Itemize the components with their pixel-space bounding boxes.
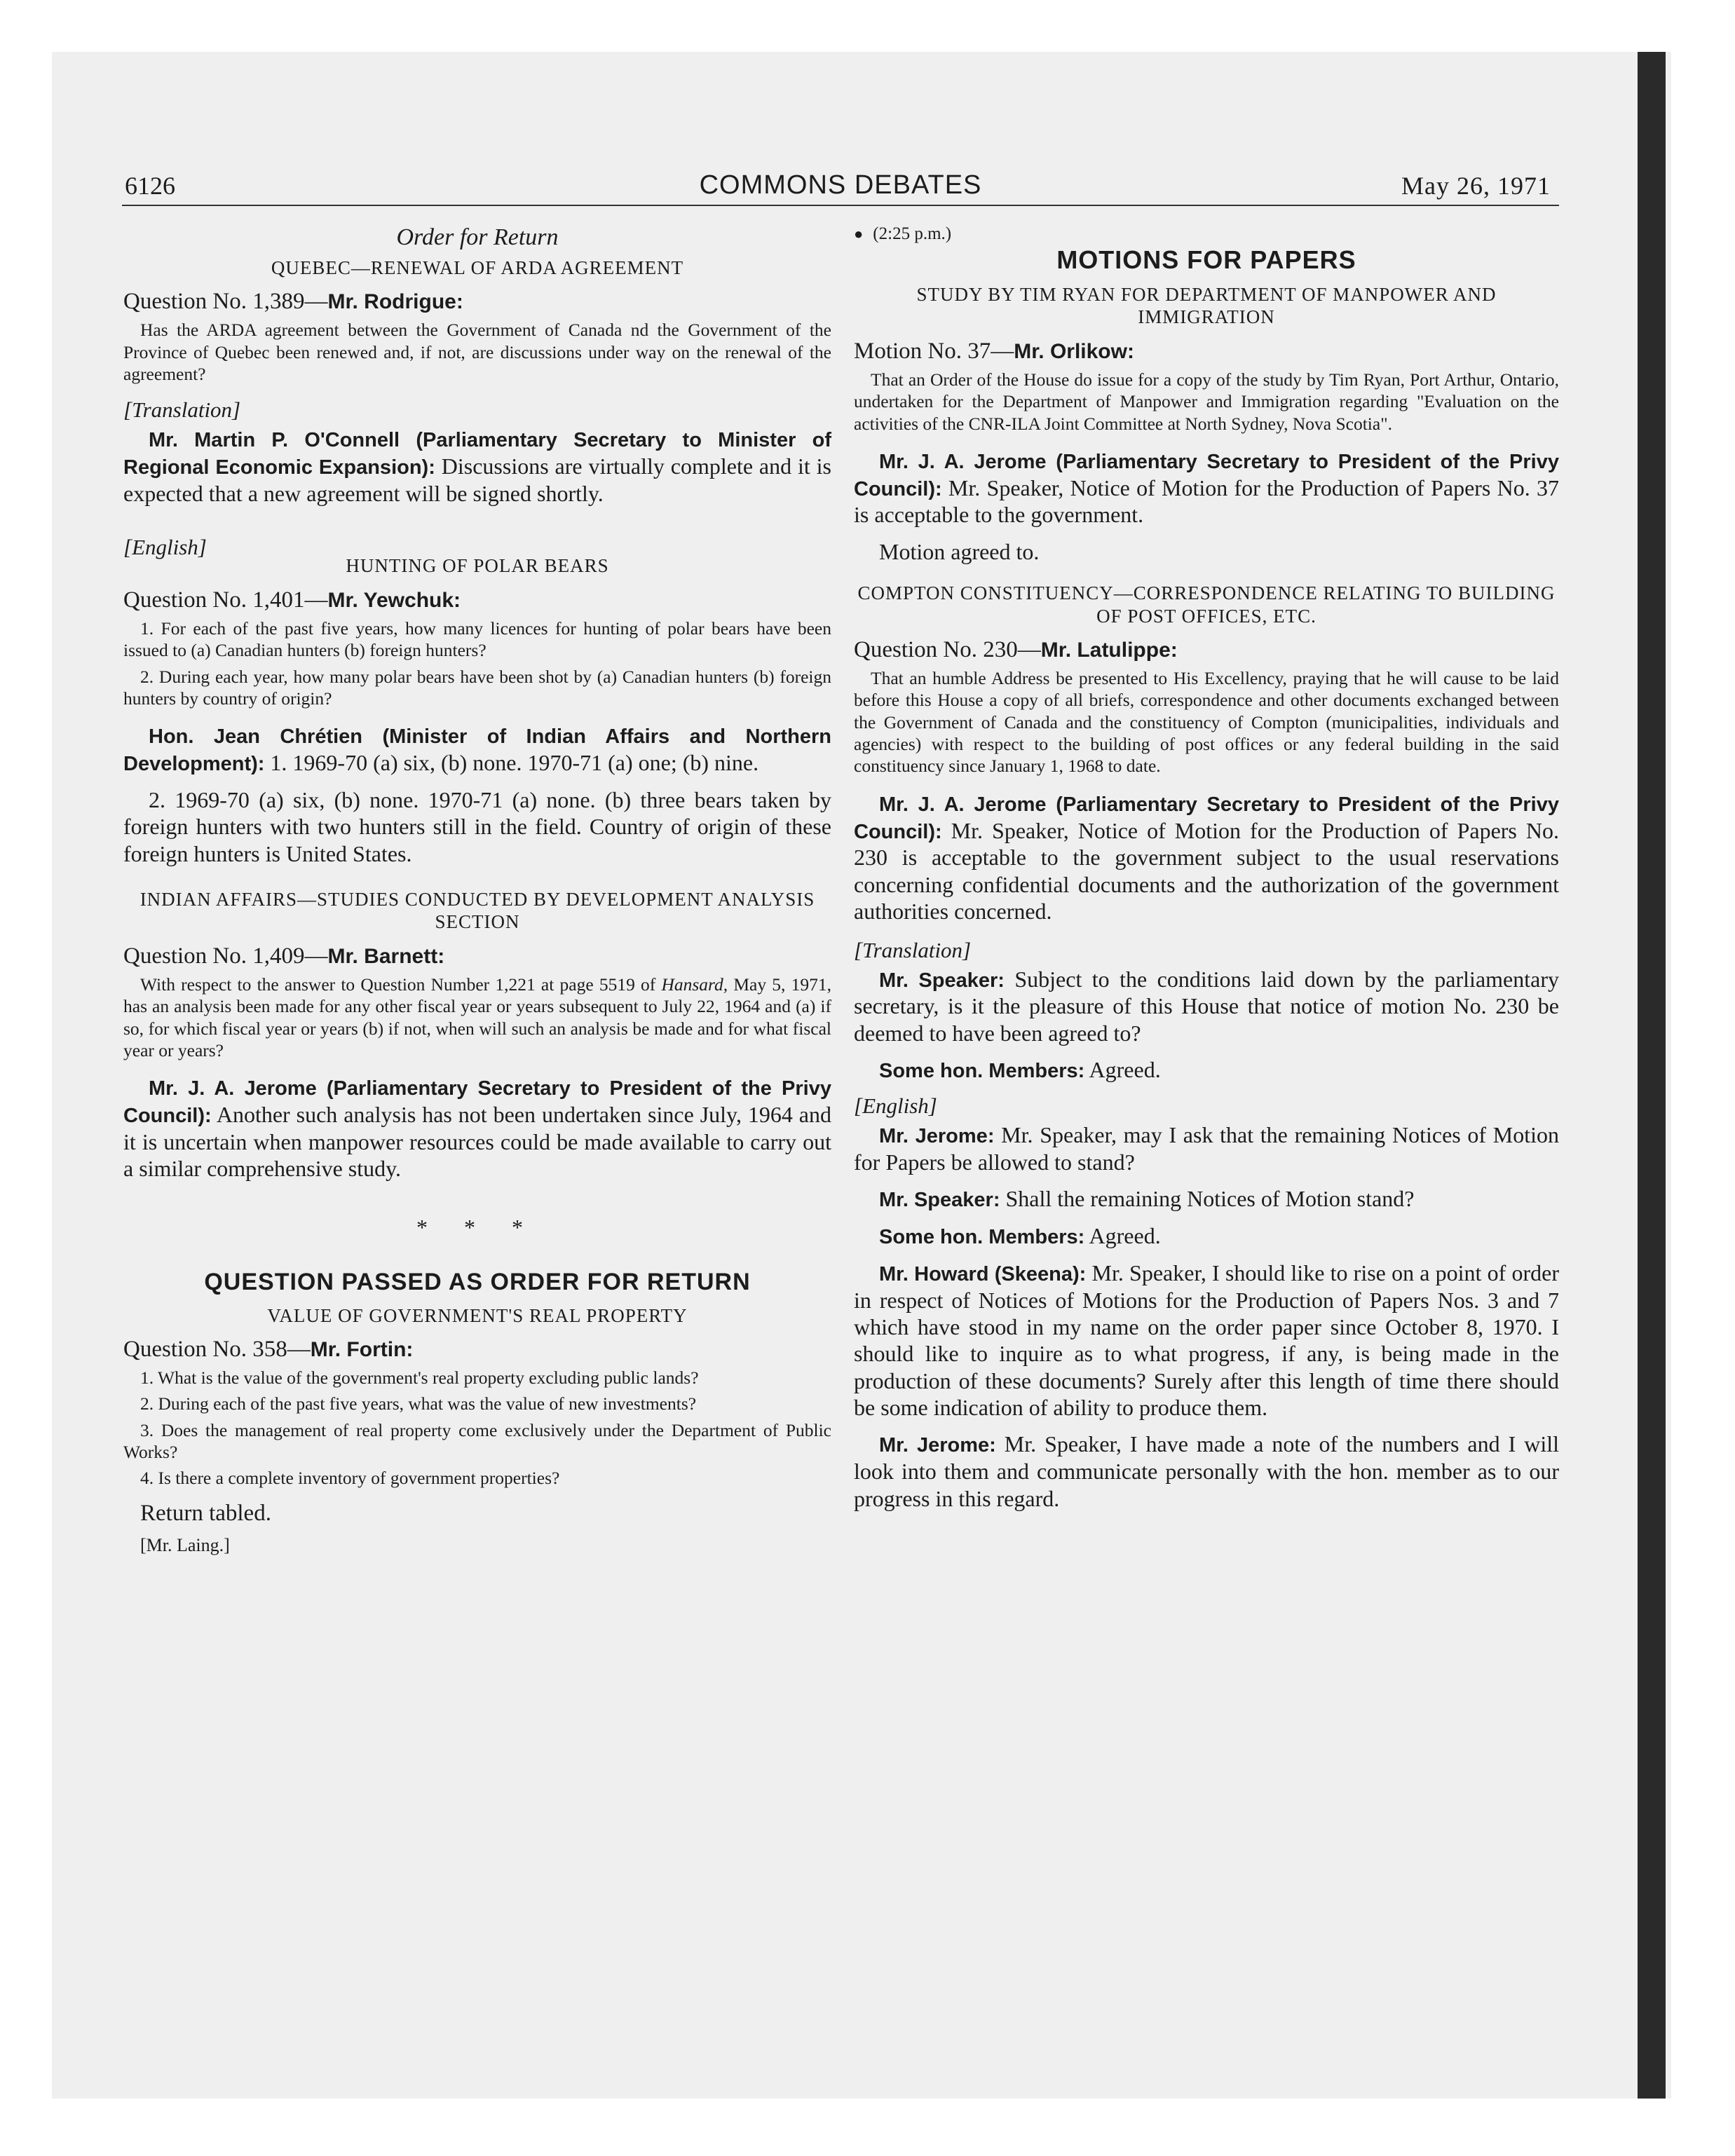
scan-edge-shadow xyxy=(1638,52,1666,2099)
language-tag: [English] xyxy=(123,535,207,560)
questioner-name: Mr. Rodrigue: xyxy=(327,290,463,314)
speaker-name: Mr. J. A. Jerome (Parliamentary Secretary to President of the Privy Council): xyxy=(854,793,1559,843)
motion-line xyxy=(854,339,1559,364)
section-subhead: COMPTON CONSTITUENCY—CORRESPONDENCE RELATING TO BUILDING OF POST OFFICES, ETC. xyxy=(857,582,1556,627)
answer-text: Discussions are virtually complete and it is expected that a new agreement will be signed shortly. xyxy=(123,453,831,507)
speech-paragraph: Mr. Jerome: Mr. Speaker, I have made a note of the numbers and I will look into them and communicate personally with the hon. member as to our progress in this regard. xyxy=(854,1431,1560,1511)
speech-paragraph: Mr. Jerome: Mr. Speaker, may I ask that the remaining Notices of Motion for Papers be allowed to stand? xyxy=(854,1121,1560,1175)
return-tabled: Return tabled. xyxy=(140,1500,271,1526)
publication-date: May 26, 1971 xyxy=(1401,172,1551,200)
publication-title: COMMONS DEBATES xyxy=(699,170,982,200)
speaker-name: Mr. J. A. Jerome (Parliamentary Secretary to President of the Privy Council): xyxy=(854,450,1559,500)
questioner-name: Mr. Yewchuk: xyxy=(327,588,461,612)
order-heading: Order for Return xyxy=(396,224,559,250)
questioner-name: Mr. Latulippe: xyxy=(1040,639,1178,662)
answer-text: 1. 1969-70 (a) six, (b) none. 1970-71 (a) one; (b) nine. xyxy=(270,750,759,776)
section-subhead: HUNTING OF POLAR BEARS xyxy=(346,555,609,577)
section-subhead: STUDY BY TIM RYAN FOR DEPARTMENT OF MANPOWER AND IMMIGRATION xyxy=(916,284,1497,328)
question-text: Has the ARDA agreement between the Government of Canada nd the Government of the Province of Quebec been renewed and, if not, are discussions under way on the renewal of the agreement? xyxy=(123,320,831,385)
question-line xyxy=(123,943,831,969)
language-tag: [Translation] xyxy=(854,937,972,962)
questioner-name: Mr. Barnett: xyxy=(327,944,445,968)
section-heading: MOTIONS FOR PAPERS xyxy=(1056,245,1356,274)
bullet-icon: ● xyxy=(854,225,864,243)
right-column xyxy=(854,224,1559,1522)
language-tag: [English] xyxy=(854,1093,937,1118)
question-item: 4. Is there a complete inventory of government properties? xyxy=(140,1468,560,1489)
question-item: 2. During each of the past five years, what was the value of new investments? xyxy=(140,1393,697,1414)
question-line xyxy=(123,289,831,315)
speaker-name: Mr. Martin P. O'Connell (Parliamentary Secretary to Minister of Regional Economic Expansion): xyxy=(123,429,831,479)
questioner-name: Mr. Fortin: xyxy=(310,1338,414,1362)
question-number: Question No. 358— xyxy=(123,1337,311,1363)
question-item: 1. What is the value of the government's real property excluding public lands? xyxy=(140,1367,699,1389)
motion-text: That an humble Address be presented to His Excellency, praying that he will cause to be laid before this House a copy of all briefs, correspondence and other documents exchanged between the Government of Canada and the constituency of Compton (municipalities, individuals and agencies) with respect to the building of post offices or any federal building in the said constituency since January 1, 1968 to date. xyxy=(854,668,1559,777)
question-item: 3. Does the management of real property come exclusively under the Department of Public Works? xyxy=(123,1419,831,1463)
answer-text: Another such analysis has not been undertaken since July, 1964 and it is uncertain when manpower resources could be made available to carry out a similar comprehensive study. xyxy=(123,1102,832,1182)
speaker-name: Mr. Jerome: xyxy=(879,1434,996,1457)
speaker-name: Mr. Speaker: xyxy=(879,969,1005,992)
answer-paragraph: 2. 1969-70 (a) six, (b) none. 1970-71 (a) none. (b) three bears taken by foreign hunters with two hunters still in the field. Country of origin of these foreign hunters is United States. xyxy=(123,786,831,866)
speech-paragraph: Some hon. Members: Agreed. xyxy=(879,1222,1161,1248)
speaker-name: Mr. Howard (Skeena): xyxy=(879,1262,1087,1285)
speech-paragraph: Mr. Howard (Skeena): Mr. Speaker, I should like to rise on a point of order in respect of Notices of Motions for the Production of Papers Nos. 3 and 7 which have stood in my name on the order paper since October 8, 1970. I should like to inquire as to what progress, if any, is being made in the production of these documents? Surely after this length of time there should be some indication of ability to produce them. xyxy=(854,1260,1560,1421)
motion-number: Motion No. 37— xyxy=(854,338,1014,364)
page-header xyxy=(122,160,1559,206)
section-subhead: VALUE OF GOVERNMENT'S REAL PROPERTY xyxy=(267,1304,688,1326)
section-subhead: QUEBEC—RENEWAL OF ARDA AGREEMENT xyxy=(271,257,684,278)
answer-paragraph xyxy=(123,425,831,507)
question-line xyxy=(854,637,1559,663)
speaker-name: Mr. Speaker: xyxy=(879,1189,1000,1212)
section-heading: QUESTION PASSED AS ORDER FOR RETURN xyxy=(204,1268,751,1295)
time-stamp: ● (2:25 p.m.) xyxy=(854,224,952,243)
question-number: Question No. 230— xyxy=(854,637,1041,663)
speaker-name: Mr. Jerome: xyxy=(879,1124,995,1147)
section-separator: * * * xyxy=(416,1214,538,1240)
speech-paragraph: Mr. Speaker: Shall the remaining Notices of Motion stand? xyxy=(879,1186,1415,1212)
mover-name: Mr. Orlikow: xyxy=(1014,339,1134,363)
question-item: 2. During each year, how many polar bears have been shot by (a) Canadian hunters (b) foreign hunters by country of origin? xyxy=(123,666,831,709)
answer-text: Mr. Speaker, Notice of Motion for the Production of Papers No. 37 is acceptable to the government. xyxy=(854,475,1560,528)
question-number: Question No. 1,389— xyxy=(123,289,328,315)
left-column xyxy=(123,224,831,1556)
question-line xyxy=(123,1337,831,1363)
answer-paragraph xyxy=(854,447,1559,528)
hansard-reference: Hansard, xyxy=(661,974,728,995)
section-subhead: INDIAN AFFAIRS—STUDIES CONDUCTED BY DEVELOPMENT ANALYSIS SECTION xyxy=(140,889,815,933)
member-note: [Mr. Laing.] xyxy=(140,1534,230,1555)
speaker-name: Mr. J. A. Jerome (Parliamentary Secretary to President of the Privy Council): xyxy=(123,1077,831,1128)
answer-paragraph xyxy=(123,1074,831,1182)
answer-text: Mr. Speaker, Notice of Motion for the Production of Papers No. 230 is acceptable to the government subject to the usual reservations concerning confidential documents and the authorization of the government authorities concerned. xyxy=(854,817,1560,925)
speaker-name: Some hon. Members: xyxy=(879,1225,1085,1248)
question-line xyxy=(123,587,831,613)
motion-agreed: Motion agreed to. xyxy=(879,538,1040,564)
language-tag: [Translation] xyxy=(123,397,241,423)
speech-paragraph: Some hon. Members: Agreed. xyxy=(879,1057,1161,1083)
question-text: With respect to the answer to Question Number 1,221 at page 5519 of Hansard, May 5, 1971, has an analysis been made for any other fiscal year or years subsequent to July 22, 1964 and (a) if so, for which fiscal year or years (b) if not, when will such an analysis be made and for what fiscal year or years? xyxy=(123,974,831,1060)
question-number: Question No. 1,401— xyxy=(123,587,328,613)
speaker-name: Hon. Jean Chrétien (Minister of Indian Affairs and Northern Development): xyxy=(123,725,831,776)
speech-paragraph: Mr. Speaker: Subject to the conditions laid down by the parliamentary secretary, is it the pleasure of this House that notice of motion No. 230 be deemed to have been agreed to? xyxy=(854,966,1559,1046)
question-item: 1. For each of the past five years, how many licences for hunting of polar bears have been issued to (a) Canadian hunters (b) foreign hunters? xyxy=(123,618,831,661)
page-number: 6126 xyxy=(125,172,175,200)
motion-text: That an Order of the House do issue for a copy of the study by Tim Ryan, Port Arthur, Ontario, undertaken for the Department of Manpower and Immigration regarding "Evaluation on the activities of the CNR-ILA Joint Committee at North Sydney, Nova Scotia". xyxy=(854,369,1559,434)
question-number: Question No. 1,409— xyxy=(123,943,328,969)
answer-paragraph xyxy=(854,790,1559,925)
speaker-name: Some hon. Members: xyxy=(879,1060,1085,1083)
answer-paragraph xyxy=(123,722,831,777)
